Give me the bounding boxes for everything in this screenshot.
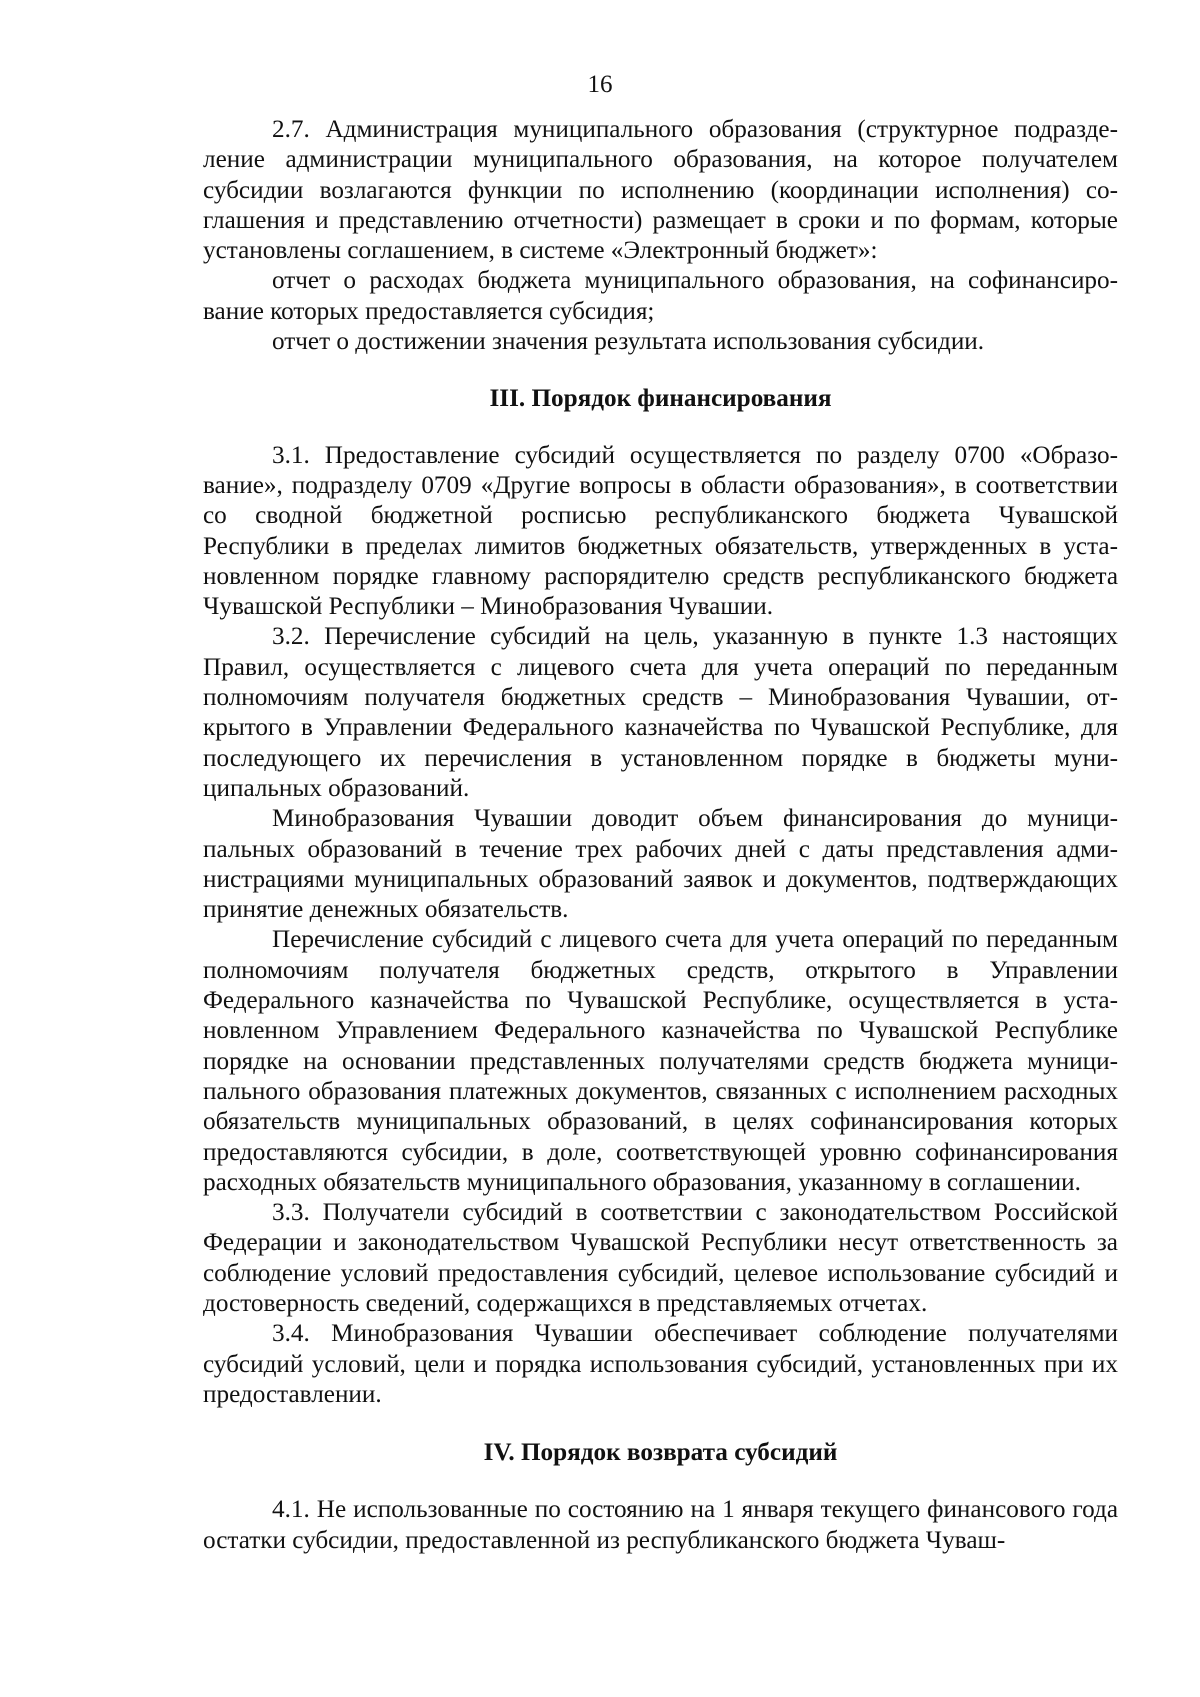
section-3-heading: III. Порядок финансирования — [489, 385, 832, 413]
paragraph-3-4: 3.4. Минобразования Чувашии обеспечивает соблюдение получателями субсидий условий, цели и порядка использования субсидий, установленных при их предоставлении. — [203, 1320, 1118, 1408]
document-body — [203, 115, 1118, 1556]
page-number: 16 — [587, 71, 613, 98]
paragraph-3-3: 3.3. Получатели субсидий в соответствии с законодательством Российской Федерации и законодательством Чувашской Республики несут ответственность за соблюдение условий предоставления субсидий, целевое использование субсидий и достоверность сведений, содержащихся в представляемых отчетах. — [203, 1199, 1118, 1317]
paragraph-report-result: отчет о достижении значения результата использования субсидии. — [272, 328, 985, 356]
paragraph-3-2: 3.2. Перечисление субсидий на цель, указанную в пункте 1.3 настоящих Правил, осуществляется с лицевого счета для учета операций по переданным полномочиям получателя бюджетных средств – Минобразования Чувашии, открытого в Управлении Федерального казначейства по Чувашской Республике, для последующего их перечисления в установленном порядке в бюджеты муниципальных образований. — [203, 623, 1118, 802]
paragraph-report-expenses: отчет о расходах бюджета муниципального образования, на софинансирование которых предоставляется субсидия; — [203, 267, 1118, 325]
paragraph-2-7: 2.7. Администрация муниципального образования (структурное подразделение администрации муниципального образования, на которое получателем субсидии возлагаются функции по исполнению (координации исполнения) соглашения и представлению отчетности) размещает в сроки и по формам, которые установлены соглашением, в системе «Электронный бюджет»: — [203, 116, 1118, 265]
paragraph-funding-volume: Минобразования Чувашии доводит объем финансирования до муниципальных образований в течение трех рабочих дней с даты представления администрациями муниципальных образований заявок и документов, подтверждающих принятие денежных обязательств. — [203, 805, 1118, 924]
section-4-heading: IV. Порядок возврата субсидий — [483, 1439, 838, 1467]
paragraph-4-1: 4.1. Не использованные по состоянию на 1 января текущего финансового года остатки субсидии, предоставленной из республиканского бюджета Чуваш- — [203, 1496, 1118, 1554]
paragraph-transfer: Перечисление субсидий с лицевого счета для учета операций по переданным полномочиям получателя бюджетных средств, открытого в Управлении Федерального казначейства по Чувашской Республике, осуществляется в установленном Управлением Федерального казначейства по Чувашской Республике порядке на основании представленных получателями средств бюджета муниципального образования платежных документов, связанных с исполнением расходных обязательств муниципальных образований, в целях софинансирования которых предоставляются субсидии, в доле, соответствующей уровню софинансирования расходных обязательств муниципального образования, указанному в соглашении. — [203, 926, 1118, 1196]
paragraph-3-1: 3.1. Предоставление субсидий осуществляется по разделу 0700 «Образование», подразделу 0709 «Другие вопросы в области образования», в соответствии со сводной бюджетной росписью республиканского бюджета Чувашской Республики в пределах лимитов бюджетных обязательств, утвержденных в установленном порядке главному распорядителю средств республиканского бюджета Чувашской Республики – Минобразования Чувашии. — [203, 441, 1118, 621]
